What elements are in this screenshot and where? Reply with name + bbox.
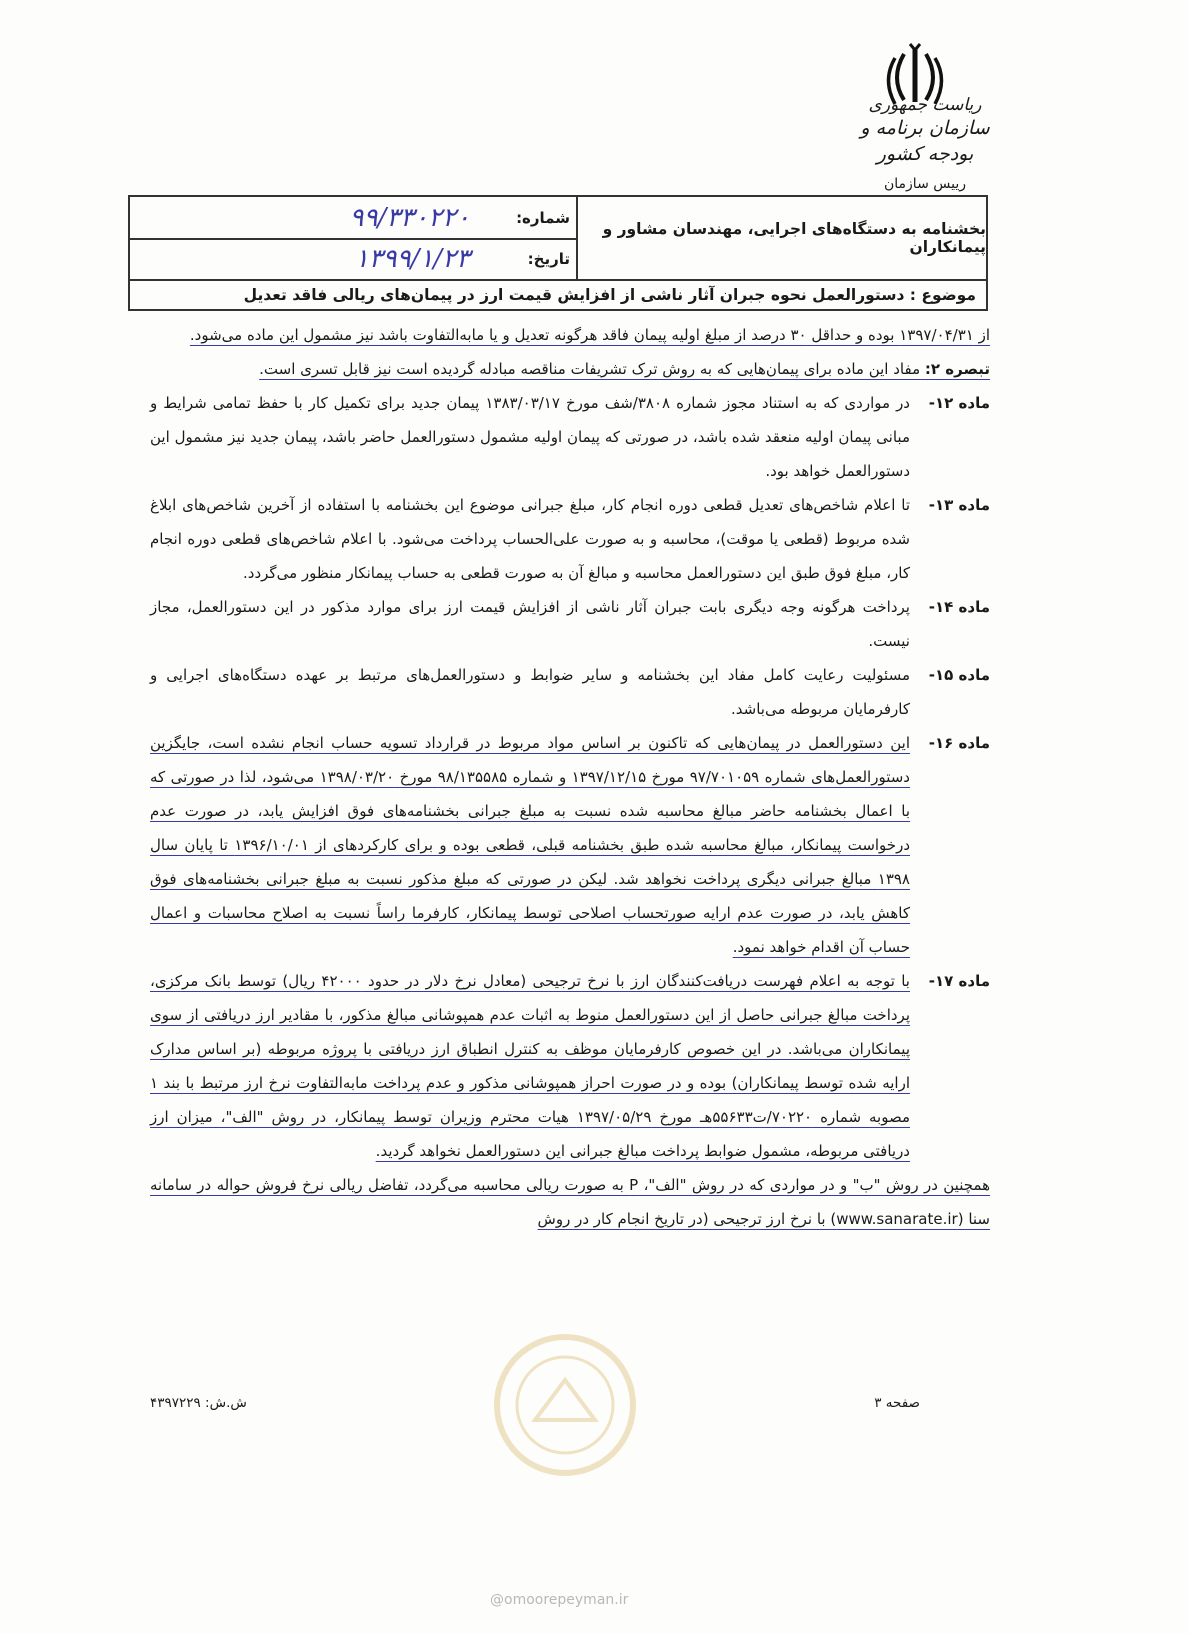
article-text: با توجه به اعلام فهرست دریافت‌کنندگان ارز با نرخ ترجیحی (معادل نرخ دلار در حدود ۴۲۰۰۰ ریال) توسط بانک مرکزی، پرداخت مبالغ جبرانی حاصل از این دستورالعمل منوط به اثبات عدم همپوشانی مبالغ مذکور، با مقادیر ارز دریافتی از سوی پیمانکاران می‌باشد. در این خصوص کارفرمایان موظف به کنترل انطباق ارز دریافتی با پروژه مربوطه (بر اساس مدارک ارایه شده توسط پیمانکاران) بوده و در صورت احراز همپوشانی مذکور و عدم پرداخت مابه‌التفاوت نرخ ارز مرتبط با بند ۱ مصوبه شماره ۷۰۲۲۰/ت۵۵۶۳۳هـ مورخ ۱۳۹۷/۰۵/۲۹ هیات محترم وزیران توسط پیمانکار، در روش "الف"، میزان ارز دریافتی مربوطه، مشمول ضوابط پرداخت مبالغ جبرانی این دستورالعمل نخواهد گردید. <box>150 972 910 1160</box>
article-label: ماده ۱۷- <box>928 972 990 990</box>
article-12 <box>150 386 990 488</box>
page-number: صفحه ۳ <box>874 1395 920 1411</box>
letter-header-box <box>128 195 988 311</box>
letter-meta <box>130 197 576 279</box>
article-label: ماده ۱۴- <box>928 598 990 616</box>
article-text: این دستورالعمل در پیمان‌هایی که تاکنون بر اساس مواد مربوط در قرارداد تسویه حساب انجام نشده است، جایگزین دستورالعمل‌های شماره ۹۷/۷۰۱۰۵۹ مورخ ۱۳۹۷/۱۲/۱۵ و شماره ۹۸/۱۳۵۵۸۵ مورخ ۱۳۹۸/۰۳/۲۰ می‌شود، لذا در صورتی که با اعمال بخشنامه حاضر مبالغ محاسبه شده نسبت به مبلغ جبرانی بخشنامه‌های فوق افزایش یابد، در صورت عدم درخواست پیمانکار، مبالغ محاسبه شده طبق بخشنامه قبلی، قطعی بوده و برای کارکردهای از ۱۳۹۶/۱۰/۰۱ تا پایان سال ۱۳۹۸ مبالغ جبرانی دیگری پرداخت نخواهد شد. لیکن در صورتی که مبلغ مذکور نسبت به مبلغ جبرانی بخشنامه‌های فوق کاهش یابد، در صورت عدم ارایه صورتحساب اصلاحی توسط پیمانکار، کارفرما راساً نسبت به اصلاح محاسبات و اعمال حساب آن اقدام خواهد نمود. <box>150 734 910 956</box>
recipients: بخشنامه به دستگاه‌های اجرایی، مهندسان مشاور و پیمانکاران <box>576 197 986 279</box>
note-2-label: تبصره ۲: <box>924 360 990 378</box>
date-row <box>130 238 576 279</box>
intro-text: از ۱۳۹۷/۰۴/۳۱ بوده و حداقل ۳۰ درصد از مبلغ اولیه پیمان فاقد هرگونه تعدیل و یا مابه‌التفاوت باشد نیز مشمول این ماده می‌شود. <box>189 326 990 344</box>
serial-number: ش.ش: ۴۳۹۷۲۲۹ <box>150 1395 247 1411</box>
organization-header <box>840 95 1010 195</box>
article-14 <box>150 590 990 658</box>
page-footer <box>150 1395 920 1411</box>
subject-line: موضوع : دستورالعمل نحوه جبران آثار ناشی از افزایش قیمت ارز در پیمان‌های ریالی فاقد تعدیل <box>130 279 986 309</box>
org-line-3: رییس سازمان <box>884 176 966 192</box>
article-17 <box>150 964 990 1168</box>
article-label: ماده ۱۶- <box>928 734 990 752</box>
number-row <box>130 197 576 240</box>
article-text: تا اعلام شاخص‌های تعدیل قطعی دوره انجام کار، مبلغ جبرانی موضوع این بخشنامه با استفاده از آخرین شاخص‌های ابلاغ شده مربوط (قطعی یا موقت)، محاسبه و به صورت علی‌الحساب پرداخت می‌شود. با اعلام شاخص‌های قطعی دوره انجام کار، مبلغ فوق طبق این دستورالعمل محاسبه و مبالغ آن به صورت قطعی به حساب پیمانکار منظور می‌گردد. <box>150 496 910 582</box>
article-label: ماده ۱۲- <box>928 394 990 412</box>
article-label: ماده ۱۳- <box>928 496 990 514</box>
article-text: پرداخت هرگونه وجه دیگری بابت جبران آثار ناشی از افزایش قیمت ارز برای موارد مذکور در این دستورالعمل، مجاز نیست. <box>150 598 910 650</box>
letter-body <box>150 318 990 1236</box>
note-2 <box>150 352 990 386</box>
article-15 <box>150 658 990 726</box>
org-line-1: ریاست جمهوری <box>868 95 982 115</box>
article-label: ماده ۱۵- <box>928 666 990 684</box>
article-16 <box>150 726 990 964</box>
article-text: مسئولیت رعایت کامل مفاد این بخشنامه و سایر ضوابط و دستورالعمل‌های مرتبط بر عهده دستگاه‌های اجرایی و کارفرمایان مربوطه می‌باشد. <box>150 666 910 718</box>
intro-paragraph <box>150 318 990 352</box>
closing-paragraph <box>150 1168 990 1236</box>
date-value: ۱۳۹۹/۱/۲۳ <box>354 243 470 274</box>
watermark-text: @omoorepeyman.ir <box>490 1592 629 1608</box>
date-label: تاریخ: <box>527 249 570 268</box>
number-label: شماره: <box>516 208 570 227</box>
article-13 <box>150 488 990 590</box>
number-value: ۹۹/۳۳۰۲۲۰ <box>349 202 470 233</box>
article-text: در مواردی که به استناد مجوز شماره ۳۸۰۸/شف مورخ ۱۳۸۳/۰۳/۱۷ پیمان جدید برای تکمیل کار با حفظ تمامی شرایط و مبانی پیمان اولیه منعقد شده باشد، در صورتی که پیمان اولیه مشمول دستورالعمل حاضر باشد، پیمان جدید نیز مشمول این دستورالعمل خواهد بود. <box>150 394 910 480</box>
note-2-text: مفاد این ماده برای پیمان‌هایی که به روش ترک تشریفات مناقصه مبادله گردیده است نیز قابل تسری است. <box>259 360 921 378</box>
closing-text: همچنین در روش "ب" و در مواردی که در روش "الف"، P به صورت ریالی محاسبه می‌گردد، تفاضل ریالی نرخ فروش حواله در سامانه سنا (www.sanarate.ir) با نرخ ارز ترجیحی (در تاریخ انجام کار در روش <box>150 1176 990 1228</box>
org-line-2: سازمان برنامه و بودجه کشور <box>860 117 990 165</box>
